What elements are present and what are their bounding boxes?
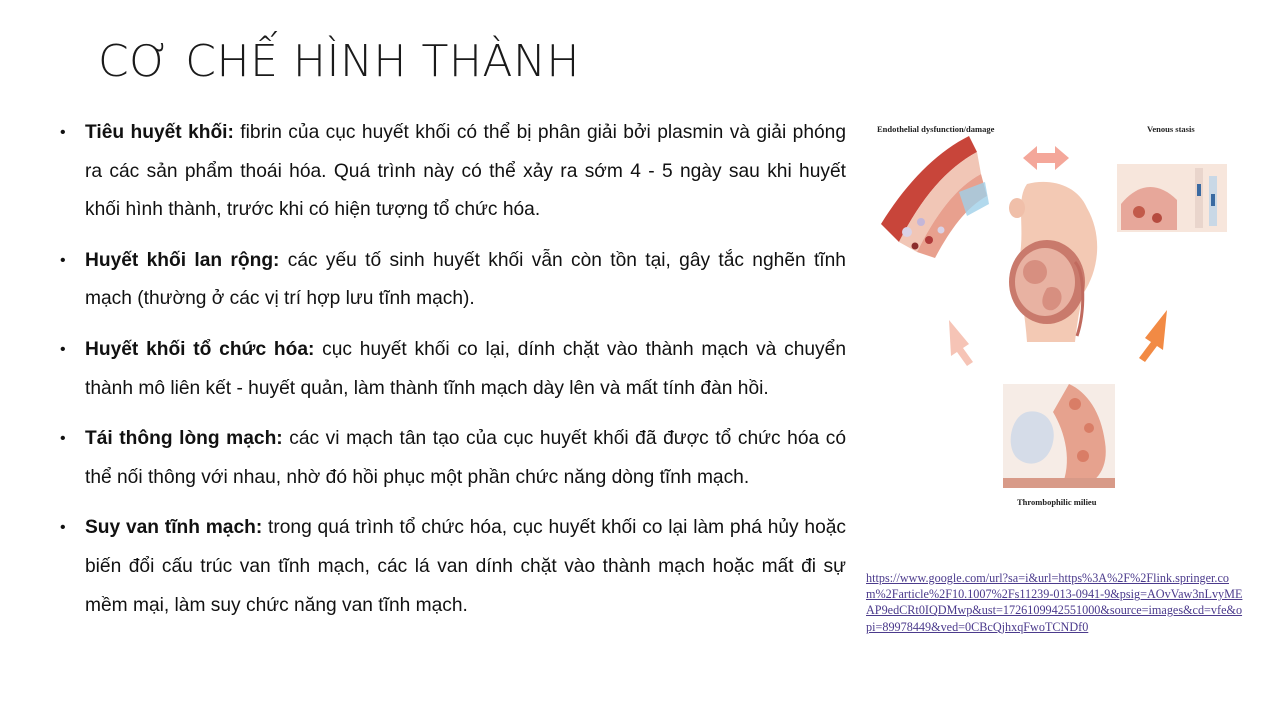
venous-stasis-illustration — [1117, 164, 1227, 232]
figure-label-venous: Venous stasis — [1147, 124, 1195, 134]
bullet-list — [56, 114, 846, 637]
bullet-dot: • — [60, 430, 66, 448]
bullet-dot: • — [60, 519, 66, 537]
bullet-dot: • — [60, 124, 66, 141]
bullet-term: Suy van tĩnh mạch: — [85, 517, 263, 539]
bullet-term: Huyết khối tổ chức hóa: — [85, 338, 315, 360]
figure-label-endothelial: Endothelial dysfunction/damage — [877, 124, 995, 134]
bullet-item — [56, 114, 846, 230]
bullet-text: fibrin của cục huyết khối có thể bị phân giải bởi plasmin và giải phóng ra các sản phẩm thoái hóa. Quá trình này có thể xảy ra sớm 4 - 5 ngày sau khi huyết khối hình thành, trước khi có hiện tượng tổ chức hóa. — [85, 122, 846, 221]
bullet-text: các vi mạch tân tạo của cục huyết khối đã được tổ chức hóa có thể nối thông với nhau, nhờ đó hồi phục một phần chức năng dòng tĩnh mạch. — [85, 428, 846, 488]
bullet-text: cục huyết khối co lại, dính chặt vào thành mạch và chuyển thành mô liên kết - huyết quản, làm thành tĩnh mạch dày lên và mất tính đàn hồi. — [85, 338, 846, 399]
bullet-term: Tái thông lòng mạch: — [85, 428, 283, 450]
bullet-item — [56, 509, 846, 625]
pregnant-figure-illustration — [1009, 182, 1097, 342]
thrombophilic-illustration — [1003, 384, 1115, 488]
slide-title: CƠ CHẾ HÌNH THÀNH — [98, 36, 581, 87]
bullet-dot: • — [60, 251, 66, 269]
bullet-term: Huyết khối lan rộng: — [85, 249, 280, 271]
vessel-illustration — [881, 136, 989, 258]
image-source-link[interactable]: https://www.google.com/url?sa=i&url=https%3A%2F%2Flink.springer.com%2Farticle%2F10.1007%2Fs11239-013-0941-9&psig=AOvVaw3nLvyMEAP9edCRt0IQDMwp&ust=1726109942551000&source=images&cd=vfe&opi=89978449&ved=0CBcQjhxqFwoTCNDf0 — [866, 571, 1243, 634]
bullet-item — [56, 331, 846, 408]
bullet-item — [56, 420, 846, 497]
bullet-text: các yếu tố sinh huyết khối vẫn còn tồn tại, gây tắc nghẽn tĩnh mạch (thường ở các vị trí hợp lưu tĩnh mạch). — [85, 249, 846, 310]
figure-label-thrombophilic: Thrombophilic milieu — [1017, 497, 1097, 507]
bullet-item — [56, 242, 846, 319]
bullet-text: trong quá trình tổ chức hóa, cục huyết khối co lại làm phá hủy hoặc biến đổi cấu trúc van tĩnh mạch, các lá van dính chặt vào thành mạch hoặc mất đi sự mềm mại, làm suy chức năng van tĩnh mạch. — [85, 517, 847, 616]
bullet-dot: • — [60, 340, 66, 358]
virchow-triad-illustration — [877, 112, 1233, 512]
bullet-term: Tiêu huyết khối: — [85, 122, 234, 143]
